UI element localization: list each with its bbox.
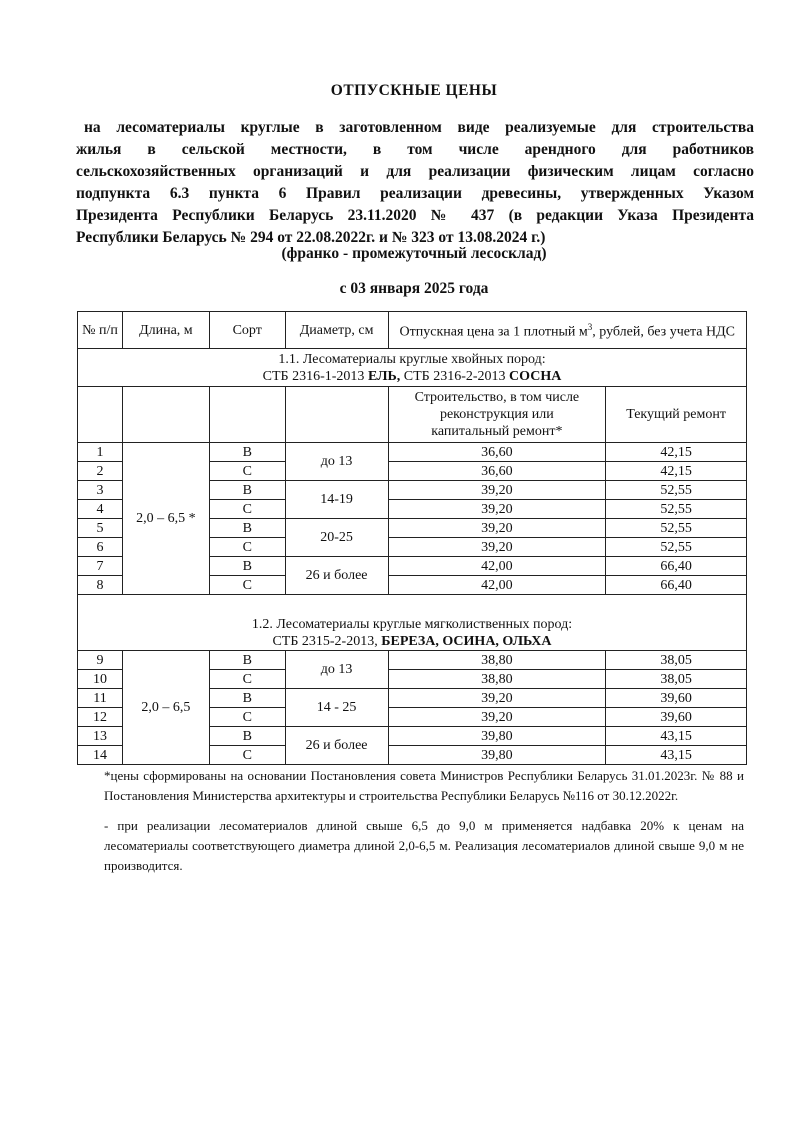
row-num: 9: [78, 651, 123, 670]
row-grade: С: [209, 500, 285, 519]
row-num: 5: [78, 519, 123, 538]
intro-line: Президента Республики Беларусь 23.11.2020 № 437 (в редакции Указа Президента: [76, 207, 754, 224]
row-grade: С: [209, 670, 285, 689]
row-num: 11: [78, 689, 123, 708]
document-title: ОТПУСКНЫЕ ЦЕНЫ: [330, 82, 498, 99]
subheader-row: [78, 387, 747, 443]
row-construction-price: 39,20: [388, 500, 606, 519]
row-grade: В: [209, 557, 285, 576]
header-construction: Строительство, в том числе реконструкция или капитальный ремонт*: [388, 387, 606, 443]
row-grade: С: [209, 538, 285, 557]
row-repair-price: 52,55: [606, 500, 747, 519]
row-num: 2: [78, 462, 123, 481]
row-repair-price: 43,15: [606, 727, 747, 746]
row-repair-price: 39,60: [606, 708, 747, 727]
row-num: 7: [78, 557, 123, 576]
row-diameter: 20-25: [285, 519, 388, 557]
header-price: [388, 312, 746, 349]
footnotes: [104, 766, 744, 886]
effective-date: с 03 января 2025 года: [339, 280, 489, 297]
row-repair-price: 42,15: [606, 443, 747, 462]
section2-species: БЕРЕЗА, ОСИНА, ОЛЬХА: [381, 634, 552, 649]
section1-title: 1.1. Лесоматериалы круглые хвойных пород:: [278, 351, 546, 367]
intro-line: жилья в сельской местности, в том числе арендного для работников: [76, 141, 754, 158]
row-grade: В: [209, 443, 285, 462]
header-price-b: , рублей, без учета НДС: [592, 324, 735, 340]
row-num: 6: [78, 538, 123, 557]
section2-header: [78, 595, 747, 651]
header-diameter: Диаметр, см: [285, 312, 388, 349]
intro-line: сельскохозяйственных организаций и для реализации физическим лицам согласно: [76, 163, 754, 180]
row-num: 8: [78, 576, 123, 595]
row-grade: В: [209, 481, 285, 500]
row-construction-price: 36,60: [388, 443, 606, 462]
row-repair-price: 38,05: [606, 651, 747, 670]
row-num: 10: [78, 670, 123, 689]
row-construction-price: 39,20: [388, 708, 606, 727]
row-repair-price: 42,15: [606, 462, 747, 481]
row-diameter: 26 и более: [285, 727, 388, 765]
header-price-sup: 3: [587, 322, 593, 333]
header-repair: Текущий ремонт: [606, 387, 747, 443]
footnote-length-surcharge: - при реализации лесоматериалов длиной свыше 6,5 до 9,0 м применяется надбавка 20% к ценам на лесоматериалы соответствующего диаметра длиной 2,0-6,5 м. Реализация лесоматериалов длиной свыше 9,0 м не производится.: [104, 818, 744, 873]
row-repair-price: 52,55: [606, 481, 747, 500]
section2-standards: [80, 633, 744, 650]
intro-line: Республики Беларусь № 294 от 22.08.2022г. и № 323 от 13.08.2024 г.): [76, 229, 546, 246]
section-header-row: [78, 349, 747, 387]
header-grade: Сорт: [209, 312, 285, 349]
length-cell: 2,0 – 6,5: [122, 651, 209, 765]
row-construction-price: 38,80: [388, 651, 606, 670]
section1-species1: ЕЛЬ,: [367, 368, 401, 384]
row-num: 12: [78, 708, 123, 727]
footnote-pricing-basis: *цены сформированы на основании Постановления совета Министров Республики Беларусь 31.01.2023г. № 88 и Постановления Министерства архитектуры и строительства Республики Беларусь №116 от 30.12.2022г.: [104, 768, 744, 803]
row-grade: С: [209, 462, 285, 481]
row-grade: В: [209, 519, 285, 538]
row-construction-price: 42,00: [388, 576, 606, 595]
row-num: 3: [78, 481, 123, 500]
section1-standards: [80, 368, 744, 385]
row-construction-price: 39,20: [388, 519, 606, 538]
intro-line: подпункта 6.3 пункта 6 Правил реализации древесины, утвержденных Указом: [76, 185, 754, 202]
row-repair-price: 66,40: [606, 576, 747, 595]
section1-std2: СТБ 2316-2-2013: [400, 368, 510, 384]
table-header-row: [78, 312, 747, 349]
row-construction-price: 39,20: [388, 538, 606, 557]
row-construction-price: 36,60: [388, 462, 606, 481]
row-num: 13: [78, 727, 123, 746]
price-table: [77, 311, 747, 765]
row-num: 1: [78, 443, 123, 462]
section2-title: 1.2. Лесоматериалы круглые мягколиственных пород:: [251, 617, 573, 632]
header-num: № п/п: [78, 312, 123, 349]
row-repair-price: 39,60: [606, 689, 747, 708]
intro-line: на лесоматериалы круглые в заготовленном виде реализуемые для строительства: [84, 119, 754, 136]
row-repair-price: 43,15: [606, 746, 747, 765]
row-construction-price: 39,80: [388, 746, 606, 765]
row-diameter: до 13: [285, 651, 388, 689]
section1-std1: СТБ 2316-1-2013: [262, 368, 368, 384]
row-repair-price: 38,05: [606, 670, 747, 689]
row-diameter: 14-19: [285, 481, 388, 519]
row-grade: В: [209, 651, 285, 670]
section2-std: СТБ 2315-2-2013,: [272, 634, 382, 649]
row-repair-price: 66,40: [606, 557, 747, 576]
length-cell: 2,0 – 6,5 *: [122, 443, 209, 595]
row-diameter: 26 и более: [285, 557, 388, 595]
section1-species2: СОСНА: [509, 368, 562, 384]
row-construction-price: 38,80: [388, 670, 606, 689]
row-construction-price: 39,80: [388, 727, 606, 746]
row-construction-price: 39,20: [388, 481, 606, 500]
header-length: Длина, м: [122, 312, 209, 349]
row-construction-price: 42,00: [388, 557, 606, 576]
row-repair-price: 52,55: [606, 519, 747, 538]
section1-header: [78, 349, 747, 387]
row-grade: С: [209, 708, 285, 727]
row-num: 14: [78, 746, 123, 765]
row-construction-price: 39,20: [388, 689, 606, 708]
row-num: 4: [78, 500, 123, 519]
row-grade: В: [209, 689, 285, 708]
row-grade: С: [209, 576, 285, 595]
row-repair-price: 52,55: [606, 538, 747, 557]
table-row: [78, 443, 747, 462]
table-row: [78, 651, 747, 670]
intro-paragraph: [76, 117, 754, 249]
row-diameter: 14 - 25: [285, 689, 388, 727]
row-grade: В: [209, 727, 285, 746]
row-grade: С: [209, 746, 285, 765]
delivery-terms: (франко - промежуточный лесосклад): [281, 245, 547, 262]
section-header-row: [78, 595, 747, 651]
header-price-a: Отпускная цена за 1 плотный м: [399, 324, 588, 340]
row-diameter: до 13: [285, 443, 388, 481]
